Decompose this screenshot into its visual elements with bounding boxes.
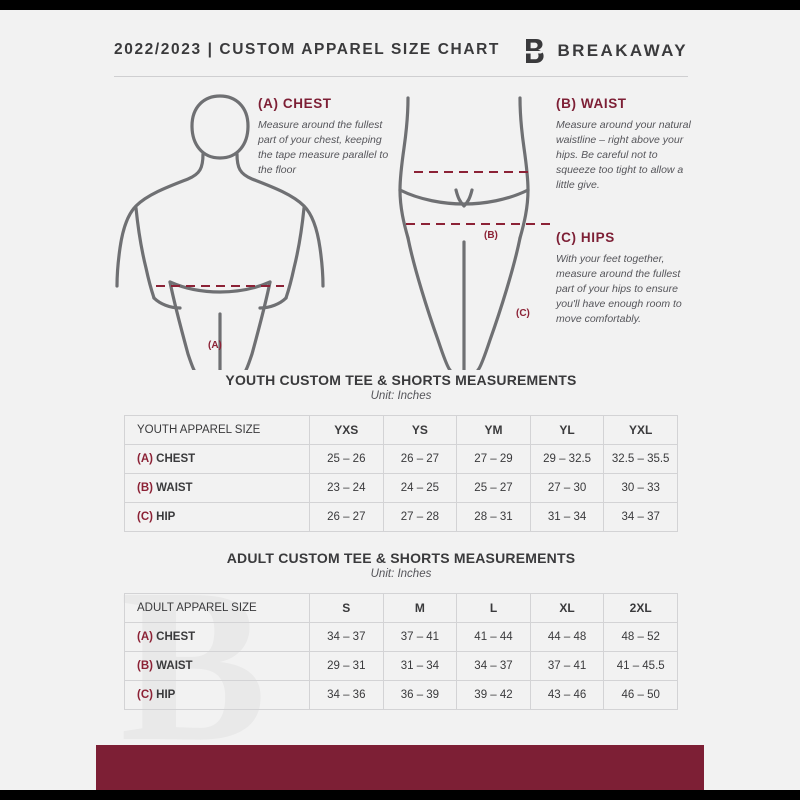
adult-chest-s: 34 – 37 bbox=[310, 623, 384, 652]
adult-hip-s: 34 – 36 bbox=[310, 681, 384, 710]
adult-chest-l: 41 – 44 bbox=[457, 623, 531, 652]
row-tag: (C) bbox=[137, 689, 157, 701]
callout-chest bbox=[258, 96, 398, 178]
youth-hip-ym: 28 – 31 bbox=[457, 503, 531, 532]
youth-table-unit: Unit: Inches bbox=[370, 390, 432, 402]
row-name: WAIST bbox=[156, 482, 193, 494]
page-title: 2022/2023 | CUSTOM APPAREL SIZE CHART bbox=[114, 41, 500, 58]
adult-waist-2xl: 41 – 45.5 bbox=[604, 652, 678, 681]
callout-waist-heading: (B) WAIST bbox=[556, 96, 627, 111]
table-row bbox=[125, 503, 678, 532]
row-tag: (A) bbox=[137, 453, 157, 465]
figure-marker-chest: (A) bbox=[208, 340, 222, 351]
size-chart-sheet bbox=[0, 10, 800, 790]
youth-waist-yxs: 23 – 24 bbox=[310, 474, 384, 503]
table-row bbox=[125, 681, 678, 710]
row-tag: (C) bbox=[137, 511, 157, 523]
callout-hips-text: With your feet together, measure around the fullest part of your hips to ensure you'll have enough room to move comfortably. bbox=[556, 253, 682, 325]
adult-hip-m: 36 – 39 bbox=[383, 681, 457, 710]
callout-hips-heading: (C) HIPS bbox=[556, 230, 615, 245]
adult-size-col-1: M bbox=[383, 594, 457, 623]
youth-table-block bbox=[124, 372, 678, 532]
row-tag: (B) bbox=[137, 660, 157, 672]
callout-chest-text: Measure around the fullest part of your chest, keeping the tape measure parallel to the floor bbox=[258, 119, 389, 176]
adult-hip-2xl: 46 – 50 bbox=[604, 681, 678, 710]
adult-row-label-hip bbox=[125, 681, 310, 710]
adult-size-table bbox=[124, 593, 678, 710]
row-name: WAIST bbox=[156, 660, 193, 672]
adult-size-col-0: S bbox=[310, 594, 384, 623]
adult-size-col-3: XL bbox=[530, 594, 604, 623]
row-name: CHEST bbox=[156, 631, 196, 643]
youth-size-header-label: YOUTH APPAREL SIZE bbox=[125, 416, 310, 445]
youth-waist-ym: 25 – 27 bbox=[457, 474, 531, 503]
table-row bbox=[125, 652, 678, 681]
callout-chest-heading: (A) CHEST bbox=[258, 96, 332, 111]
footer-accent-bar bbox=[96, 745, 704, 790]
row-tag: (A) bbox=[137, 631, 157, 643]
youth-chest-ys: 26 – 27 bbox=[383, 445, 457, 474]
youth-hip-yxs: 26 – 27 bbox=[310, 503, 384, 532]
adult-waist-xl: 37 – 41 bbox=[530, 652, 604, 681]
table-row bbox=[125, 474, 678, 503]
youth-waist-ys: 24 – 25 bbox=[383, 474, 457, 503]
figure-marker-waist: (B) bbox=[484, 230, 498, 241]
adult-waist-s: 29 – 31 bbox=[310, 652, 384, 681]
youth-row-label-chest bbox=[125, 445, 310, 474]
youth-waist-yxl: 30 – 33 bbox=[604, 474, 678, 503]
adult-table-title: ADULT CUSTOM TEE & SHORTS MEASUREMENTS bbox=[226, 550, 576, 566]
youth-chest-yxl: 32.5 – 35.5 bbox=[604, 445, 678, 474]
brand-lockup bbox=[523, 38, 688, 64]
adult-chest-m: 37 – 41 bbox=[383, 623, 457, 652]
youth-hip-yl: 31 – 34 bbox=[530, 503, 604, 532]
callout-waist bbox=[556, 96, 692, 193]
youth-size-table bbox=[124, 415, 678, 532]
youth-chest-ym: 27 – 29 bbox=[457, 445, 531, 474]
callout-waist-text: Measure around your natural waistline – right above your hips. Be careful not to squeeze too tight to allow a little give. bbox=[556, 119, 691, 191]
youth-size-col-1: YS bbox=[383, 416, 457, 445]
adult-chest-2xl: 48 – 52 bbox=[604, 623, 678, 652]
row-name: CHEST bbox=[156, 453, 196, 465]
adult-table-block bbox=[124, 550, 678, 710]
youth-size-col-2: YM bbox=[457, 416, 531, 445]
youth-row-label-hip bbox=[125, 503, 310, 532]
table-row bbox=[125, 623, 678, 652]
adult-hip-xl: 43 – 46 bbox=[530, 681, 604, 710]
table-header-row bbox=[125, 594, 678, 623]
youth-waist-yl: 27 – 30 bbox=[530, 474, 604, 503]
youth-size-col-3: YL bbox=[530, 416, 604, 445]
youth-size-col-4: YXL bbox=[604, 416, 678, 445]
youth-hip-yxl: 34 – 37 bbox=[604, 503, 678, 532]
callout-hips bbox=[556, 230, 692, 327]
adult-hip-l: 39 – 42 bbox=[457, 681, 531, 710]
adult-size-header-label: ADULT APPAREL SIZE bbox=[125, 594, 310, 623]
header-divider bbox=[114, 76, 688, 77]
brand-name: BREAKAWAY bbox=[557, 41, 688, 60]
youth-row-label-waist bbox=[125, 474, 310, 503]
adult-size-col-4: 2XL bbox=[604, 594, 678, 623]
youth-hip-ys: 27 – 28 bbox=[383, 503, 457, 532]
measurement-figures bbox=[0, 82, 800, 370]
row-name: HIP bbox=[156, 689, 176, 701]
page-header bbox=[0, 10, 800, 82]
youth-chest-yxs: 25 – 26 bbox=[310, 445, 384, 474]
adult-row-label-waist bbox=[125, 652, 310, 681]
table-row bbox=[125, 445, 678, 474]
row-tag: (B) bbox=[137, 482, 157, 494]
adult-waist-m: 31 – 34 bbox=[383, 652, 457, 681]
figure-marker-hips: (C) bbox=[516, 308, 530, 319]
table-header-row bbox=[125, 416, 678, 445]
adult-size-col-2: L bbox=[457, 594, 531, 623]
adult-table-unit: Unit: Inches bbox=[370, 568, 432, 580]
youth-size-col-0: YXS bbox=[310, 416, 384, 445]
youth-chest-yl: 29 – 32.5 bbox=[530, 445, 604, 474]
youth-table-title: YOUTH CUSTOM TEE & SHORTS MEASUREMENTS bbox=[225, 372, 577, 388]
row-name: HIP bbox=[156, 511, 176, 523]
adult-waist-l: 34 – 37 bbox=[457, 652, 531, 681]
adult-row-label-chest bbox=[125, 623, 310, 652]
breakaway-b-logo-icon bbox=[523, 38, 545, 64]
adult-chest-xl: 44 – 48 bbox=[530, 623, 604, 652]
